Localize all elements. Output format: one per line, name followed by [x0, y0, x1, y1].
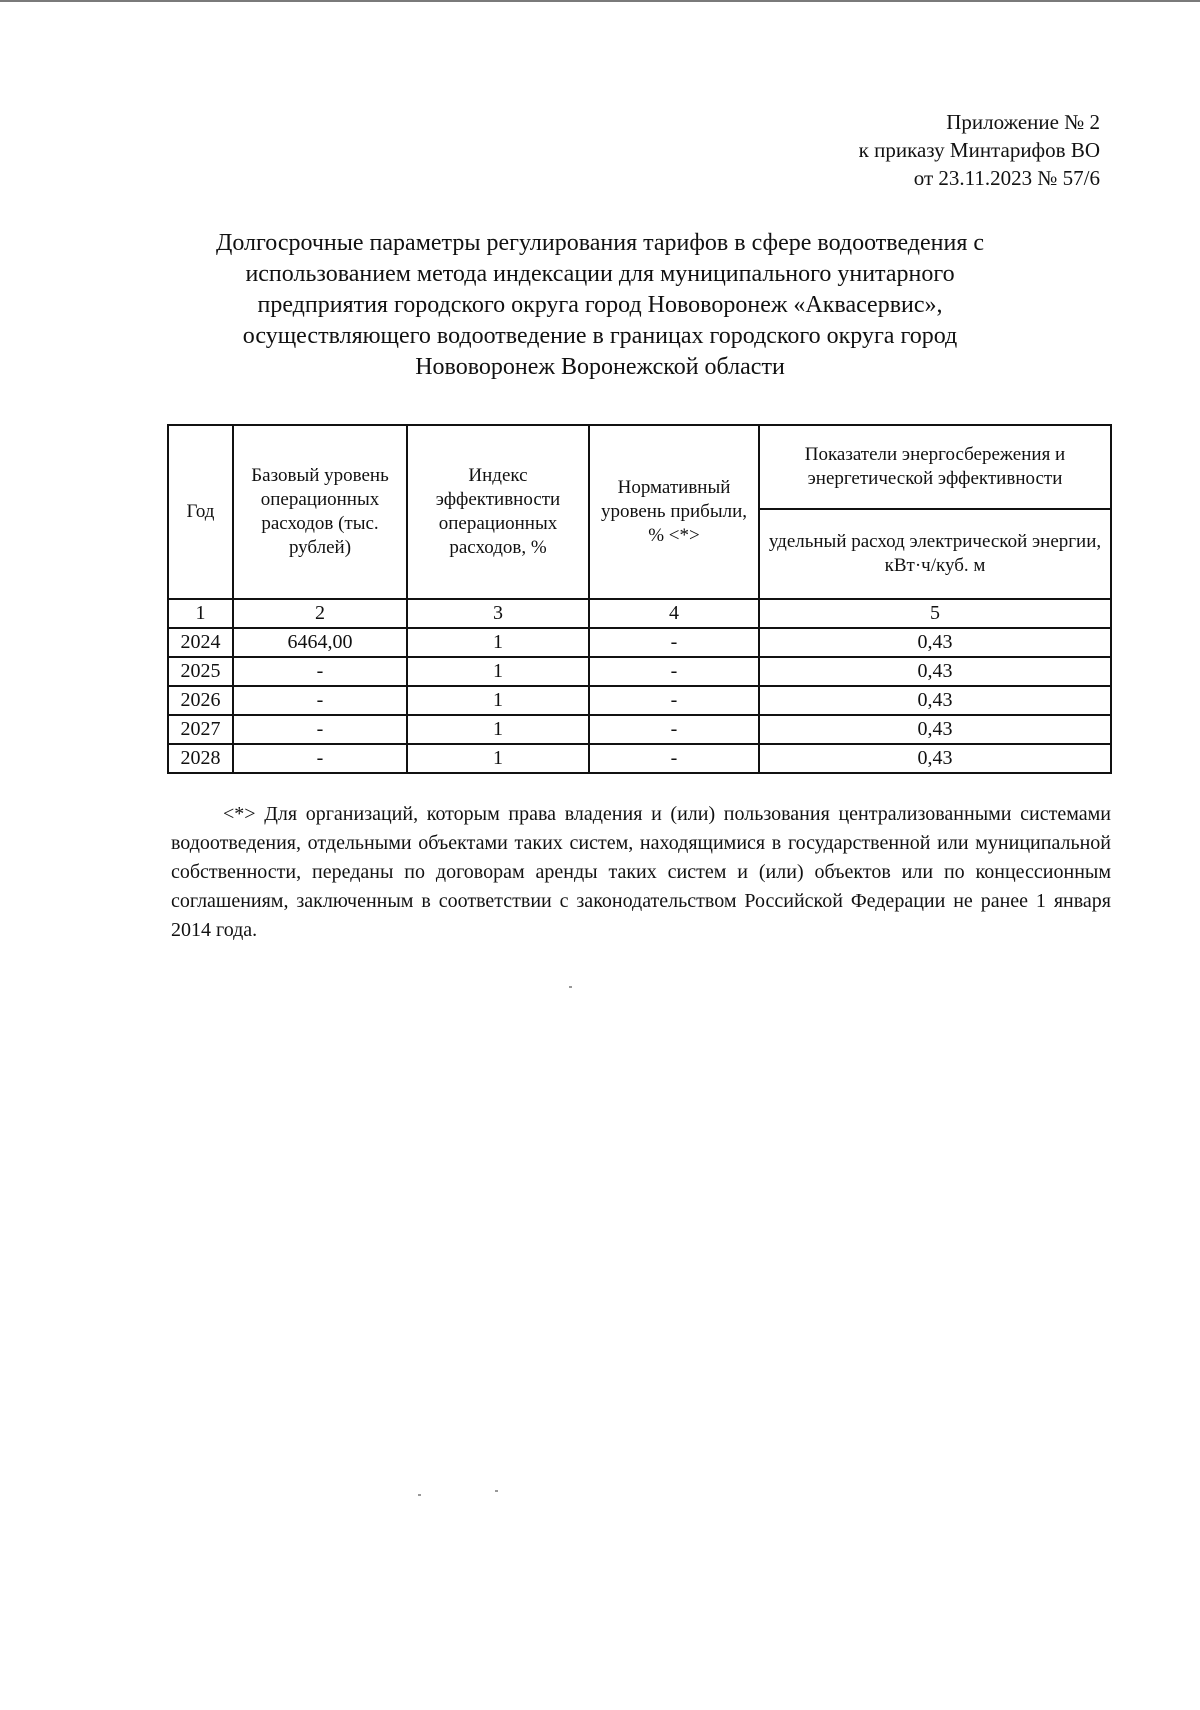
scan-speck	[495, 1490, 498, 1492]
cell-profit-level: -	[589, 744, 759, 773]
footnote: <*> Для организаций, которым права владения и (или) пользования централизованными системами водоотведения, отдельными объектами таких систем, находящимися в государственной или муниципальной собственности, переданы по договорам аренды таких систем и (или) объектов или по концессионным соглашениям, заключенным в соответствии с законодательством Российской Федерации не ранее 1 января 2014 года.	[171, 803, 1111, 941]
column-number-row	[168, 599, 1111, 628]
cell-base-costs: -	[233, 686, 407, 715]
scan-speck	[418, 1494, 421, 1496]
cell-energy: 0,43	[759, 715, 1111, 744]
title-line: предприятия городского округа город Нововоронеж «Аквасервис»,	[257, 292, 943, 318]
title-line: использованием метода индексации для муниципального унитарного	[245, 261, 955, 287]
table-row	[168, 657, 1111, 686]
annex-order-reference: к приказу Минтарифов ВО	[858, 138, 1100, 162]
cell-energy: 0,43	[759, 686, 1111, 715]
cell-efficiency-index: 1	[407, 715, 589, 744]
header-base-costs: Базовый уровень операционных расходов (тыс. рублей)	[233, 425, 407, 599]
title-line: Долгосрочные параметры регулирования тарифов в сфере водоотведения с	[215, 230, 985, 256]
document-title	[150, 228, 1050, 383]
cell-base-costs: 6464,00	[233, 628, 407, 657]
cell-efficiency-index: 1	[407, 657, 589, 686]
table-row	[168, 744, 1111, 773]
annex-reference	[859, 108, 1100, 192]
cell-profit-level: -	[589, 686, 759, 715]
cell-energy: 0,43	[759, 744, 1111, 773]
header-year: Год	[168, 425, 233, 599]
cell-efficiency-index: 1	[407, 686, 589, 715]
table-row	[168, 628, 1111, 657]
regulation-parameters-table	[167, 424, 1112, 774]
cell-year: 2027	[168, 715, 233, 744]
column-number: 5	[759, 599, 1111, 628]
cell-energy: 0,43	[759, 628, 1111, 657]
table-row	[168, 715, 1111, 744]
cell-base-costs: -	[233, 715, 407, 744]
cell-energy: 0,43	[759, 657, 1111, 686]
header-energy-group: Показатели энергосбережения и энергетической эффективности	[759, 425, 1111, 509]
cell-efficiency-index: 1	[407, 628, 589, 657]
cell-year: 2025	[168, 657, 233, 686]
header-energy-specific: удельный расход электрической энергии, кВт·ч/куб. м	[759, 509, 1111, 599]
table-row	[168, 686, 1111, 715]
cell-base-costs: -	[233, 744, 407, 773]
cell-year: 2024	[168, 628, 233, 657]
column-number: 4	[589, 599, 759, 628]
cell-profit-level: -	[589, 715, 759, 744]
cell-base-costs: -	[233, 657, 407, 686]
scan-top-edge	[0, 0, 1200, 2]
annex-order-date: от 23.11.2023 № 57/6	[913, 166, 1100, 190]
annex-number: Приложение № 2	[946, 110, 1100, 134]
header-efficiency-index: Индекс эффективности операционных расходов, %	[407, 425, 589, 599]
column-number: 3	[407, 599, 589, 628]
column-number: 2	[233, 599, 407, 628]
table-header-row	[168, 425, 1111, 509]
column-number: 1	[168, 599, 233, 628]
header-profit-level: Нормативный уровень прибыли, % <*>	[589, 425, 759, 599]
cell-profit-level: -	[589, 628, 759, 657]
title-line: осуществляющего водоотведение в границах городского округа город	[242, 323, 958, 349]
title-line: Нововоронеж Воронежской области	[415, 354, 785, 380]
cell-efficiency-index: 1	[407, 744, 589, 773]
cell-year: 2026	[168, 686, 233, 715]
cell-year: 2028	[168, 744, 233, 773]
cell-profit-level: -	[589, 657, 759, 686]
scan-speck	[569, 986, 572, 988]
table-body	[168, 628, 1111, 773]
